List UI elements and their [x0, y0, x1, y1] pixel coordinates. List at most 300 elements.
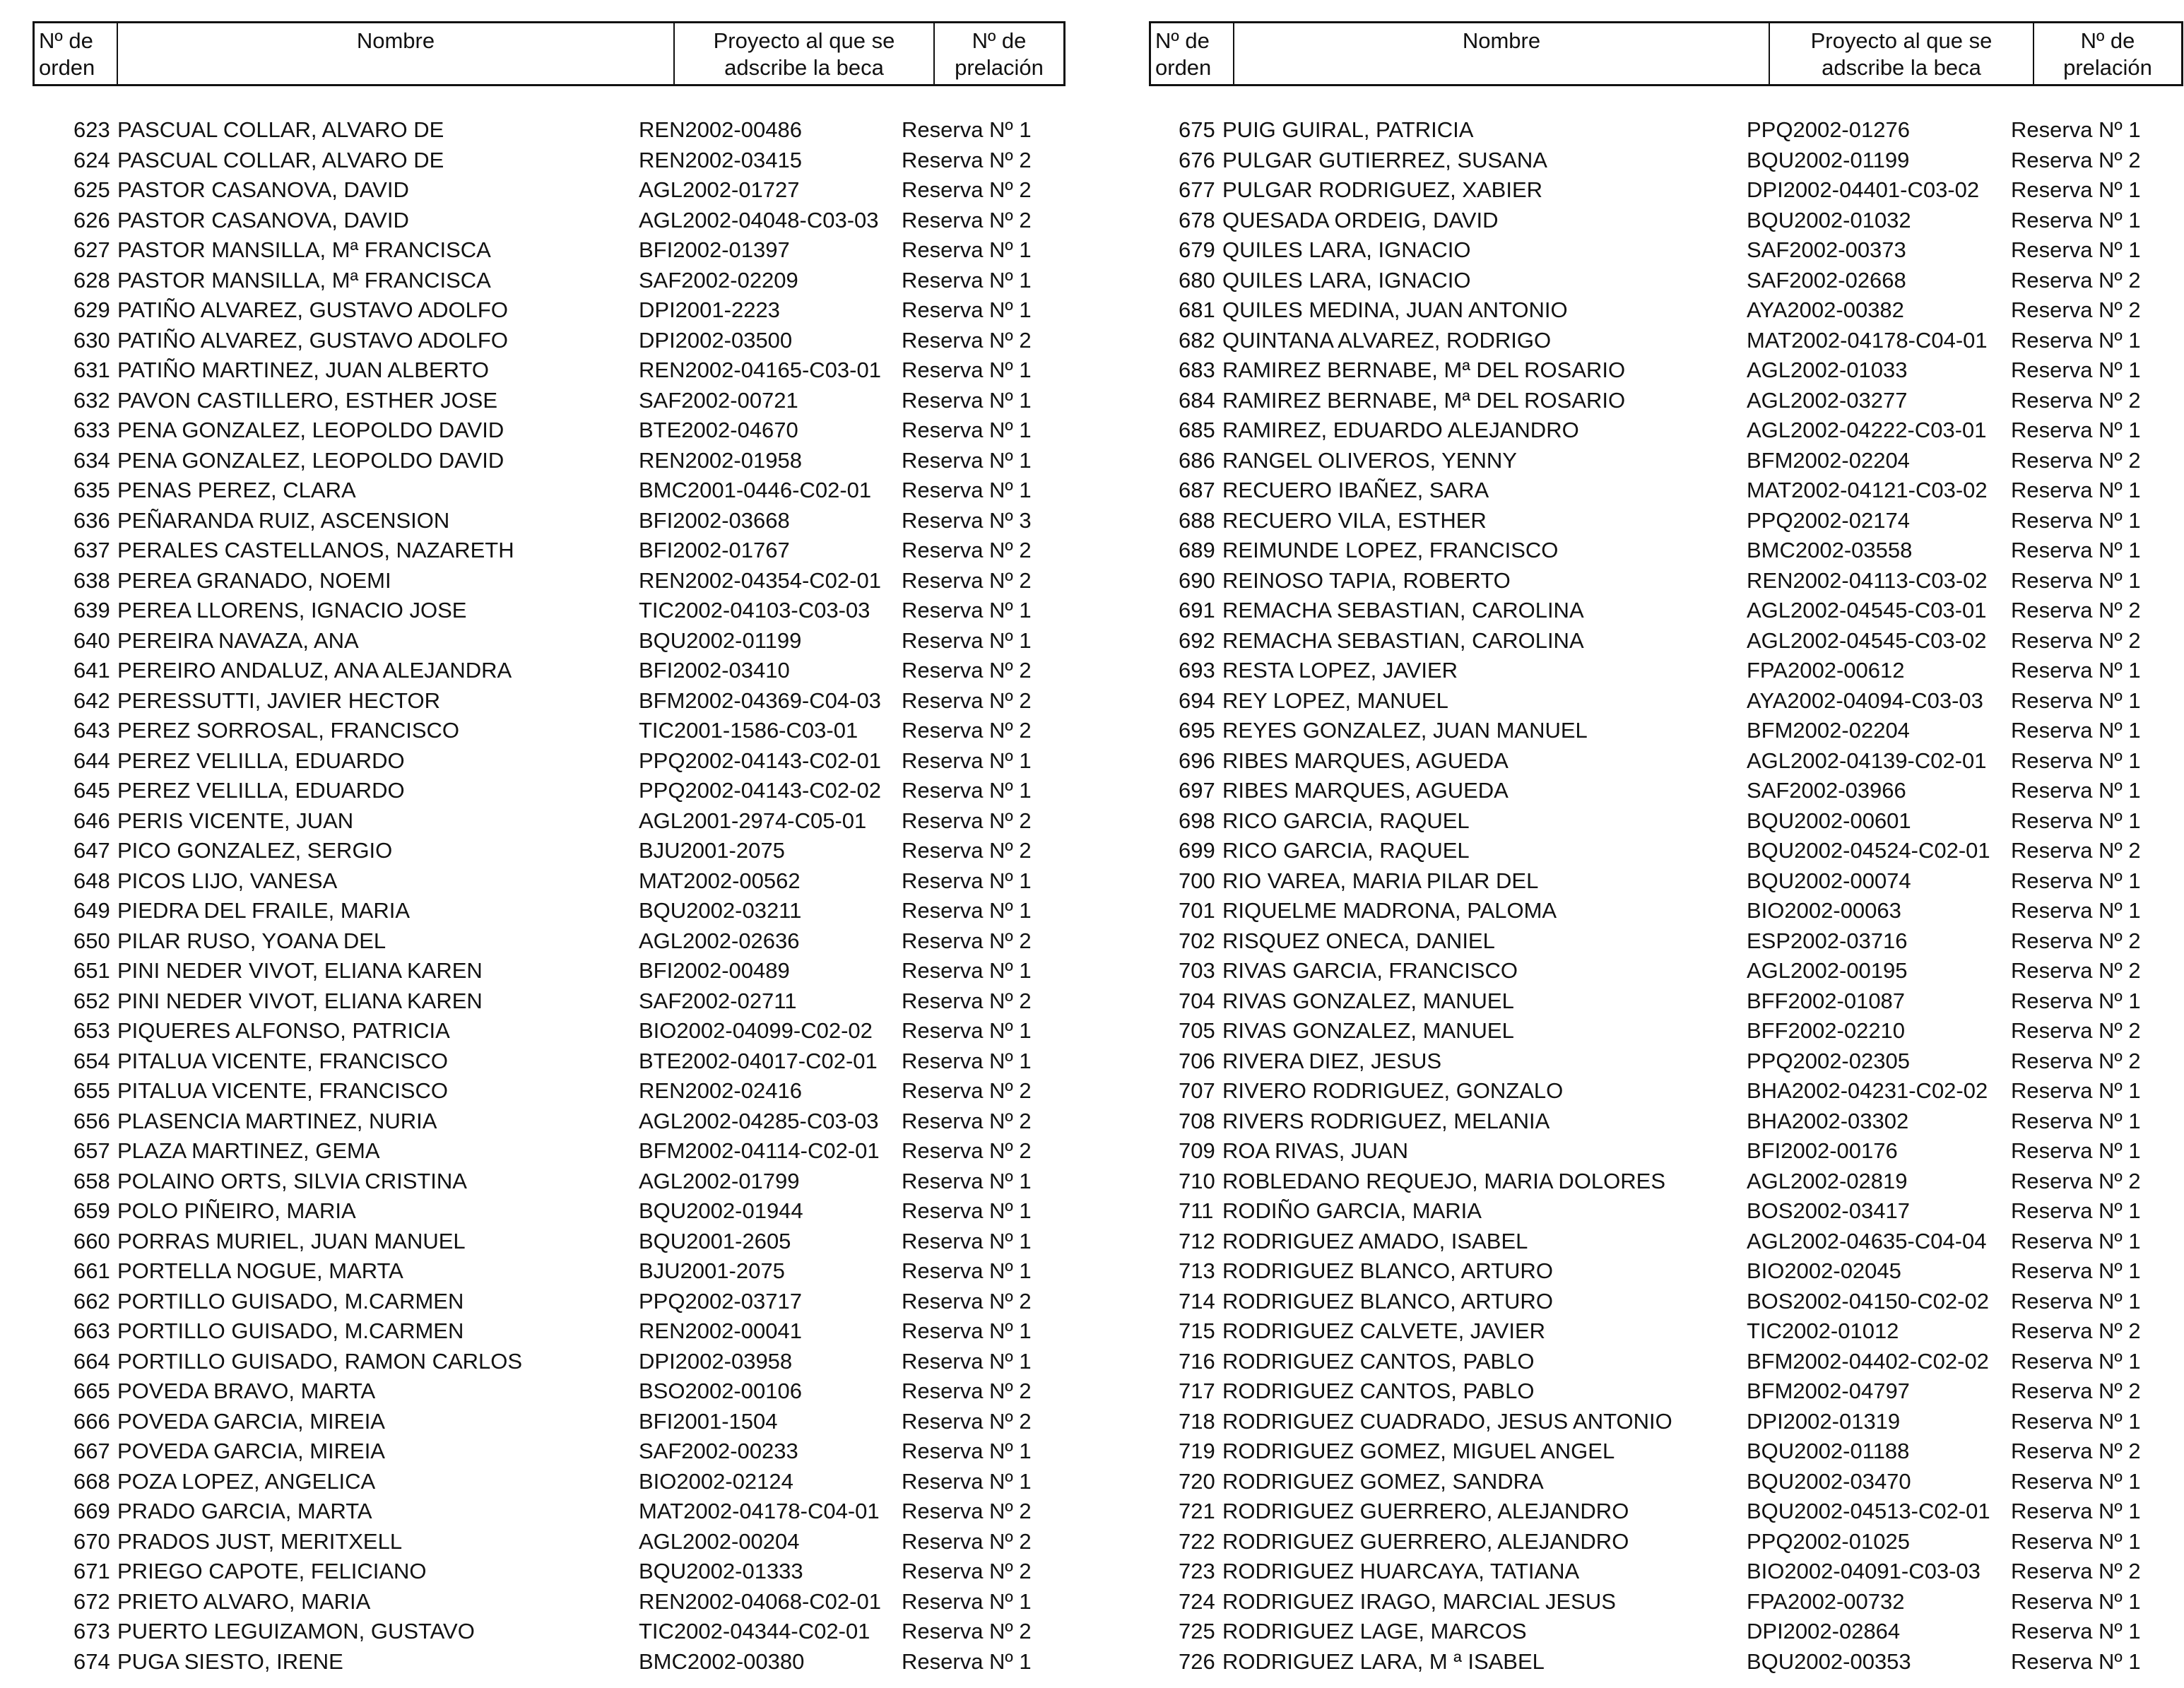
row-name: RIVERS RODRIGUEZ, MELANIA: [1222, 1108, 1550, 1133]
row-number: 638: [73, 567, 110, 593]
table-row: [1149, 536, 2183, 566]
row-number: 682: [1179, 327, 1215, 353]
row-preference: Reserva Nº 1: [2011, 1588, 2141, 1614]
row-name: PRIEGO CAPOTE, FELICIANO: [117, 1559, 427, 1583]
row-name: RODRIGUEZ GUERRERO, ALEJANDRO: [1222, 1528, 1629, 1554]
row-project: FPA2002-00732: [1747, 1588, 1905, 1614]
row-preference: Reserva Nº 1: [2011, 507, 2141, 533]
table-row: [1149, 746, 2183, 777]
row-number: 666: [73, 1408, 110, 1434]
row-number: 655: [73, 1078, 110, 1103]
table-row: [1149, 1076, 2183, 1106]
row-preference: Reserva Nº 2: [902, 207, 1032, 232]
table-row: [1149, 1407, 2183, 1437]
row-number: 667: [73, 1439, 110, 1463]
row-name: PEREA LLORENS, IGNACIO JOSE: [117, 598, 467, 622]
row-number: 624: [73, 147, 110, 172]
row-number: 665: [73, 1379, 110, 1403]
row-name: PASTOR CASANOVA, DAVID: [117, 177, 409, 202]
row-preference: Reserva Nº 1: [2011, 868, 2141, 893]
row-project: BOS2002-04150-C02-02: [1747, 1288, 1989, 1314]
row-preference: Reserva Nº 1: [902, 1468, 1032, 1494]
row-number: 707: [1179, 1078, 1215, 1103]
row-number: 640: [73, 627, 110, 653]
row-preference: Reserva Nº 1: [902, 1258, 1032, 1283]
row-project: PPQ2002-01025: [1747, 1528, 1910, 1554]
row-number: 714: [1179, 1288, 1215, 1314]
row-number: 633: [73, 418, 110, 442]
row-name: POZA LOPEZ, ANGELICA: [117, 1468, 376, 1494]
row-name: RAMIREZ BERNABE, Mª DEL ROSARIO: [1222, 358, 1626, 382]
table-row: [1149, 656, 2183, 686]
table-row: [33, 686, 1066, 716]
row-preference: Reserva Nº 2: [902, 1619, 1032, 1643]
row-name: PASTOR MANSILLA, Mª FRANCISCA: [117, 237, 491, 262]
row-name: RIBES MARQUES, AGUEDA: [1222, 748, 1509, 773]
row-preference: Reserva Nº 2: [902, 718, 1032, 743]
row-name: RODRIGUEZ IRAGO, MARCIAL JESUS: [1222, 1588, 1616, 1614]
row-project: TIC2002-04344-C02-01: [639, 1619, 870, 1643]
table-row: [33, 235, 1066, 266]
row-preference: Reserva Nº 2: [902, 988, 1032, 1013]
row-preference: Reserva Nº 1: [2011, 237, 2141, 262]
row-preference: Reserva Nº 1: [902, 1018, 1032, 1043]
table-row: [33, 1106, 1066, 1137]
row-name: QUESADA ORDEIG, DAVID: [1222, 207, 1499, 232]
row-name: PASCUAL COLLAR, ALVARO DE: [117, 117, 444, 142]
table-row: [33, 326, 1066, 356]
row-preference: Reserva Nº 1: [2011, 658, 2141, 683]
row-preference: Reserva Nº 1: [2011, 207, 2141, 232]
row-project: BFI2002-03668: [639, 507, 790, 533]
row-number: 654: [73, 1048, 110, 1073]
row-preference: Reserva Nº 2: [902, 928, 1032, 953]
row-project: BIO2002-00063: [1747, 898, 1901, 923]
row-number: 695: [1179, 718, 1215, 743]
row-project: BIO2002-04091-C03-03: [1747, 1559, 1981, 1583]
row-number: 700: [1179, 868, 1215, 893]
row-name: PASTOR CASANOVA, DAVID: [117, 207, 409, 232]
row-number: 653: [73, 1018, 110, 1043]
row-preference: Reserva Nº 1: [2011, 718, 2141, 743]
row-name: PASCUAL COLLAR, ALVARO DE: [117, 147, 444, 172]
row-number: 710: [1179, 1168, 1215, 1193]
row-project: BQU2002-04513-C02-01: [1747, 1499, 1990, 1523]
row-number: 639: [73, 598, 110, 622]
row-project: AGL2002-01727: [639, 177, 800, 202]
row-name: RIVERA DIEZ, JESUS: [1222, 1048, 1442, 1073]
table-row: [33, 1136, 1066, 1167]
table-row: [1149, 716, 2183, 746]
row-number: 675: [1179, 117, 1215, 142]
row-name: RIBES MARQUES, AGUEDA: [1222, 778, 1509, 803]
row-preference: Reserva Nº 2: [2011, 147, 2141, 172]
row-name: PULGAR RODRIGUEZ, XABIER: [1222, 177, 1543, 202]
row-project: BQU2002-03470: [1747, 1468, 1911, 1494]
row-project: REN2002-03415: [639, 147, 802, 172]
row-number: 713: [1179, 1258, 1215, 1283]
row-preference: Reserva Nº 1: [2011, 1619, 2141, 1643]
row-preference: Reserva Nº 1: [902, 1439, 1032, 1463]
row-number: 668: [73, 1468, 110, 1494]
row-number: 635: [73, 478, 110, 502]
row-name: RODRIGUEZ LAGE, MARCOS: [1222, 1619, 1527, 1643]
row-number: 672: [73, 1588, 110, 1614]
row-project: AGL2002-02636: [639, 928, 800, 953]
row-project: BFI2001-1504: [639, 1408, 778, 1434]
row-project: BQU2002-01199: [1747, 147, 1910, 172]
row-project: BQU2002-04524-C02-01: [1747, 838, 1990, 863]
row-number: 652: [73, 988, 110, 1013]
table-row: [33, 986, 1066, 1017]
row-preference: Reserva Nº 2: [902, 1108, 1032, 1133]
row-project: DPI2002-03958: [639, 1348, 793, 1374]
row-project: AGL2002-01033: [1747, 358, 1908, 382]
row-preference: Reserva Nº 1: [2011, 1078, 2141, 1103]
table-row: [33, 716, 1066, 746]
row-project: BFI2002-03410: [639, 658, 790, 683]
row-project: BQU2002-03211: [639, 898, 802, 923]
row-preference: Reserva Nº 1: [2011, 1228, 2141, 1253]
row-project: BIO2002-02045: [1747, 1258, 1901, 1283]
row-name: RIO VAREA, MARIA PILAR DEL: [1222, 868, 1539, 893]
row-number: 673: [73, 1619, 110, 1643]
row-number: 699: [1179, 838, 1215, 863]
row-project: AGL2002-03277: [1747, 387, 1908, 413]
row-number: 693: [1179, 658, 1215, 683]
row-name: RODRIGUEZ CANTOS, PABLO: [1222, 1379, 1535, 1403]
row-name: RODRIGUEZ CALVETE, JAVIER: [1222, 1318, 1546, 1343]
row-preference: Reserva Nº 2: [902, 327, 1032, 353]
row-preference: Reserva Nº 1: [902, 358, 1032, 382]
row-project: AGL2002-01799: [639, 1168, 800, 1193]
row-project: BTE2002-04670: [639, 418, 798, 442]
row-number: 688: [1179, 507, 1215, 533]
row-name: PITALUA VICENTE, FRANCISCO: [117, 1048, 448, 1073]
row-name: PATIÑO ALVAREZ, GUSTAVO ADOLFO: [117, 297, 508, 322]
row-preference: Reserva Nº 1: [2011, 898, 2141, 923]
row-name: PILAR RUSO, YOANA DEL: [117, 928, 386, 953]
header-order: Nº de orden: [1151, 23, 1234, 84]
table-row: [1149, 956, 2183, 986]
row-preference: Reserva Nº 1: [2011, 1348, 2141, 1374]
row-preference: Reserva Nº 1: [2011, 538, 2141, 562]
row-preference: Reserva Nº 1: [902, 1588, 1032, 1614]
row-name: RESTA LOPEZ, JAVIER: [1222, 658, 1458, 683]
table-row: [1149, 1467, 2183, 1497]
row-preference: Reserva Nº 1: [902, 387, 1032, 413]
row-number: 671: [73, 1559, 110, 1583]
row-preference: Reserva Nº 1: [2011, 748, 2141, 773]
table-row: [1149, 566, 2183, 596]
row-project: PPQ2002-02305: [1747, 1048, 1910, 1073]
row-name: PINI NEDER VIVOT, ELIANA KAREN: [117, 958, 483, 983]
table-body: [33, 115, 1066, 1677]
row-number: 627: [73, 237, 110, 262]
row-project: MAT2002-04121-C03-02: [1747, 478, 1988, 502]
row-number: 687: [1179, 478, 1215, 502]
row-preference: Reserva Nº 1: [902, 1198, 1032, 1223]
row-preference: Reserva Nº 1: [2011, 988, 2141, 1013]
table-row: [1149, 1196, 2183, 1227]
row-name: PEREIRA NAVAZA, ANA: [117, 627, 359, 653]
row-project: SAF2002-00373: [1747, 237, 1906, 262]
row-preference: Reserva Nº 2: [902, 838, 1032, 863]
row-project: BQU2002-01032: [1747, 207, 1911, 232]
row-name: PUERTO LEGUIZAMON, GUSTAVO: [117, 1619, 475, 1643]
row-name: PEREIRO ANDALUZ, ANA ALEJANDRA: [117, 658, 512, 683]
table-row: [1149, 1287, 2183, 1317]
row-project: PPQ2002-04143-C02-02: [639, 778, 881, 803]
table-row: [33, 866, 1066, 897]
table-row: [1149, 506, 2183, 536]
row-number: 658: [73, 1168, 110, 1193]
row-project: BFM2002-04369-C04-03: [639, 687, 881, 713]
table-row: [33, 1316, 1066, 1347]
row-preference: Reserva Nº 1: [902, 117, 1032, 142]
row-preference: Reserva Nº 1: [902, 958, 1032, 983]
table-row: [33, 1196, 1066, 1227]
row-name: RODRIGUEZ CUADRADO, JESUS ANTONIO: [1222, 1408, 1672, 1434]
table-row: [1149, 1256, 2183, 1287]
table-row: [1149, 355, 2183, 386]
row-name: POVEDA BRAVO, MARTA: [117, 1379, 376, 1403]
row-project: DPI2002-02864: [1747, 1619, 1901, 1643]
row-name: PORRAS MURIEL, JUAN MANUEL: [117, 1228, 466, 1253]
row-number: 723: [1179, 1559, 1215, 1583]
table-row: [33, 1376, 1066, 1407]
row-preference: Reserva Nº 2: [2011, 928, 2141, 953]
row-number: 678: [1179, 207, 1215, 232]
row-number: 637: [73, 538, 110, 562]
row-project: BQU2002-00353: [1747, 1648, 1911, 1674]
row-preference: Reserva Nº 1: [902, 1318, 1032, 1343]
row-preference: Reserva Nº 2: [2011, 297, 2141, 322]
table-row: [1149, 986, 2183, 1017]
row-project: DPI2002-01319: [1747, 1408, 1901, 1434]
row-preference: Reserva Nº 1: [902, 898, 1032, 923]
row-project: BFM2002-02204: [1747, 447, 1910, 473]
row-name: RIVAS GARCIA, FRANCISCO: [1222, 958, 1518, 983]
row-name: RODRIGUEZ GUERRERO, ALEJANDRO: [1222, 1499, 1629, 1523]
row-preference: Reserva Nº 2: [902, 1408, 1032, 1434]
row-number: 663: [73, 1318, 110, 1343]
row-name: REY LOPEZ, MANUEL: [1222, 687, 1448, 713]
row-name: RIQUELME MADRONA, PALOMA: [1222, 898, 1557, 923]
table-row: [1149, 206, 2183, 236]
row-project: BQU2002-01944: [639, 1198, 803, 1223]
table-row: [33, 656, 1066, 686]
row-preference: Reserva Nº 1: [2011, 778, 2141, 803]
row-preference: Reserva Nº 1: [2011, 808, 2141, 833]
header-project: Proyecto al que se adscribe la beca: [675, 23, 935, 84]
row-name: RIVERO RODRIGUEZ, GONZALO: [1222, 1078, 1564, 1103]
row-name: PORTILLO GUISADO, M.CARMEN: [117, 1288, 464, 1314]
row-project: BFI2002-00489: [639, 958, 790, 983]
row-name: RANGEL OLIVEROS, YENNY: [1222, 447, 1517, 473]
table-row: [33, 836, 1066, 866]
row-project: MAT2002-04178-C04-01: [639, 1499, 880, 1523]
row-preference: Reserva Nº 2: [902, 1138, 1032, 1163]
row-number: 684: [1179, 387, 1215, 413]
row-project: BMC2002-03558: [1747, 538, 1913, 562]
row-name: RODRIGUEZ LARA, M ª ISABEL: [1222, 1648, 1545, 1674]
row-number: 681: [1179, 297, 1215, 322]
row-name: PEREA GRANADO, NOEMI: [117, 567, 391, 593]
row-preference: Reserva Nº 2: [2011, 387, 2141, 413]
row-name: REMACHA SEBASTIAN, CAROLINA: [1222, 627, 1584, 653]
table-row: [33, 506, 1066, 536]
row-number: 686: [1179, 447, 1215, 473]
row-project: PPQ2002-03717: [639, 1288, 802, 1314]
table-row: [1149, 686, 2183, 716]
row-name: REIMUNDE LOPEZ, FRANCISCO: [1222, 538, 1559, 562]
row-preference: Reserva Nº 2: [2011, 958, 2141, 983]
row-name: RODRIGUEZ GOMEZ, MIGUEL ANGEL: [1222, 1439, 1615, 1463]
table-right: [1149, 21, 2183, 1674]
table-row: [33, 596, 1066, 626]
table-row: [33, 956, 1066, 986]
row-project: BHA2002-04231-C02-02: [1747, 1078, 1988, 1103]
row-project: BJU2001-2075: [639, 1258, 785, 1283]
row-number: 690: [1179, 567, 1215, 593]
row-preference: Reserva Nº 1: [902, 447, 1032, 473]
row-preference: Reserva Nº 1: [2011, 1288, 2141, 1314]
row-number: 691: [1179, 598, 1215, 622]
row-project: AGL2002-04222-C03-01: [1747, 418, 1987, 442]
table-row: [1149, 1557, 2183, 1587]
row-preference: Reserva Nº 1: [902, 1048, 1032, 1073]
row-preference: Reserva Nº 1: [902, 297, 1032, 322]
row-project: PPQ2002-04143-C02-01: [639, 748, 881, 773]
row-project: SAF2002-00233: [639, 1439, 798, 1463]
table-row: [33, 626, 1066, 656]
row-number: 674: [73, 1648, 110, 1674]
row-project: BFM2002-04402-C02-02: [1747, 1348, 1989, 1374]
row-number: 705: [1179, 1018, 1215, 1043]
row-number: 662: [73, 1288, 110, 1314]
row-number: 685: [1179, 418, 1215, 442]
row-name: POVEDA GARCIA, MIREIA: [117, 1408, 385, 1434]
row-preference: Reserva Nº 1: [902, 418, 1032, 442]
row-preference: Reserva Nº 2: [902, 1559, 1032, 1583]
row-name: PENA GONZALEZ, LEOPOLDO DAVID: [117, 447, 504, 473]
row-number: 689: [1179, 538, 1215, 562]
row-preference: Reserva Nº 2: [902, 177, 1032, 202]
row-preference: Reserva Nº 3: [902, 507, 1032, 533]
row-number: 650: [73, 928, 110, 953]
table-row: [33, 1617, 1066, 1647]
table-row: [33, 1046, 1066, 1077]
row-preference: Reserva Nº 2: [902, 1078, 1032, 1103]
table-row: [33, 355, 1066, 386]
row-project: MAT2002-00562: [639, 868, 801, 893]
row-name: ROA RIVAS, JUAN: [1222, 1138, 1408, 1163]
table-row: [33, 206, 1066, 236]
row-number: 724: [1179, 1588, 1215, 1614]
row-project: SAF2002-03966: [1747, 778, 1906, 803]
row-number: 649: [73, 898, 110, 923]
row-name: PINI NEDER VIVOT, ELIANA KAREN: [117, 988, 483, 1013]
table-row: [33, 806, 1066, 837]
row-preference: Reserva Nº 1: [2011, 1468, 2141, 1494]
row-name: PERALES CASTELLANOS, NAZARETH: [117, 538, 514, 562]
row-preference: Reserva Nº 1: [2011, 117, 2141, 142]
row-name: REINOSO TAPIA, ROBERTO: [1222, 567, 1511, 593]
header-order: Nº de orden: [35, 23, 118, 84]
row-project: BQU2002-01188: [1747, 1439, 1910, 1463]
row-preference: Reserva Nº 1: [902, 868, 1032, 893]
row-number: 656: [73, 1108, 110, 1133]
row-name: PICOS LIJO, VANESA: [117, 868, 338, 893]
row-number: 670: [73, 1528, 110, 1554]
row-preference: Reserva Nº 1: [902, 267, 1032, 293]
row-number: 680: [1179, 267, 1215, 293]
row-name: QUINTANA ALVAREZ, RODRIGO: [1222, 327, 1552, 353]
row-project: BQU2002-00074: [1747, 868, 1911, 893]
row-name: PERIS VICENTE, JUAN: [117, 808, 354, 833]
table-row: [1149, 926, 2183, 957]
row-number: 679: [1179, 237, 1215, 262]
row-name: PRIETO ALVARO, MARIA: [117, 1588, 371, 1614]
row-number: 702: [1179, 928, 1215, 953]
table-row: [33, 1497, 1066, 1527]
row-number: 660: [73, 1228, 110, 1253]
row-name: POVEDA GARCIA, MIREIA: [117, 1439, 385, 1463]
row-number: 720: [1179, 1468, 1215, 1494]
row-preference: Reserva Nº 2: [902, 1379, 1032, 1403]
row-project: BFM2002-02204: [1747, 718, 1910, 743]
row-project: BMC2002-00380: [639, 1648, 805, 1674]
table-row: [1149, 115, 2183, 146]
row-name: PULGAR GUTIERREZ, SUSANA: [1222, 147, 1547, 172]
table-row: [1149, 1617, 2183, 1647]
row-preference: Reserva Nº 1: [902, 748, 1032, 773]
row-number: 722: [1179, 1528, 1215, 1554]
row-number: 651: [73, 958, 110, 983]
row-project: SAF2002-02209: [639, 267, 798, 293]
row-preference: Reserva Nº 2: [902, 567, 1032, 593]
row-name: PICO GONZALEZ, SERGIO: [117, 838, 393, 863]
table-header: [33, 21, 1066, 86]
row-project: REN2002-04068-C02-01: [639, 1588, 881, 1614]
table-row: [33, 1647, 1066, 1677]
row-project: TIC2001-1586-C03-01: [639, 718, 858, 743]
row-project: REN2002-01958: [639, 447, 802, 473]
table-row: [1149, 1136, 2183, 1167]
row-project: AGL2001-2974-C05-01: [639, 808, 867, 833]
row-name: RODRIGUEZ AMADO, ISABEL: [1222, 1228, 1528, 1253]
row-preference: Reserva Nº 2: [2011, 1318, 2141, 1343]
row-number: 644: [73, 748, 110, 773]
row-preference: Reserva Nº 1: [902, 478, 1032, 502]
row-project: AGL2002-04635-C04-04: [1747, 1228, 1987, 1253]
table-row: [33, 1227, 1066, 1257]
row-project: BQU2002-01199: [639, 627, 802, 653]
row-project: REN2002-04113-C03-02: [1747, 567, 1988, 593]
row-name: POLO PIÑEIRO, MARIA: [117, 1198, 356, 1223]
table-row: [1149, 1227, 2183, 1257]
table-row: [33, 536, 1066, 566]
row-preference: Reserva Nº 2: [2011, 1559, 2141, 1583]
row-project: AYA2002-00382: [1747, 297, 1904, 322]
row-name: PIQUERES ALFONSO, PATRICIA: [117, 1018, 450, 1043]
row-name: PITALUA VICENTE, FRANCISCO: [117, 1078, 448, 1103]
row-preference: Reserva Nº 1: [902, 627, 1032, 653]
row-number: 708: [1179, 1108, 1215, 1133]
row-project: PPQ2002-01276: [1747, 117, 1910, 142]
row-name: QUILES LARA, IGNACIO: [1222, 267, 1471, 293]
